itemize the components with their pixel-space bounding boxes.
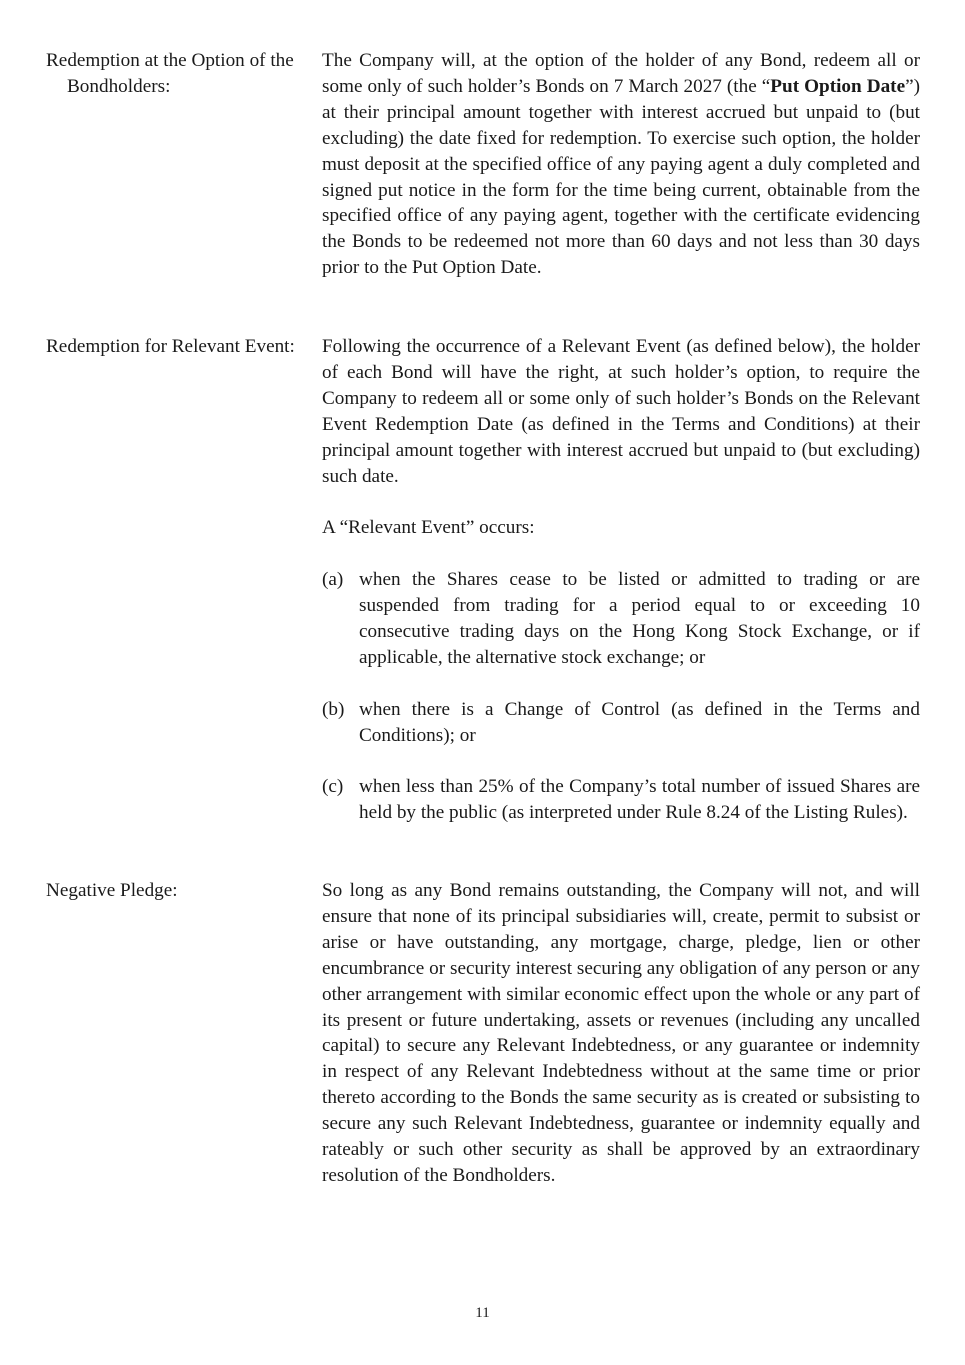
paragraph-text-after: ”) at their principal amount together with interest accrued but unpaid to (but excluding) the date fixed for redemption. To exercise such option, the holder must deposit at the specified office of any paying agent a duly completed and signed put notice in the form for the time being current, obtainable from the specified office of any paying agent, together with the certificate evidencing the Bonds to be redeemed not more than 60 days and not less than 30 days prior to the Put Option Date.	[322, 75, 920, 279]
list-item-text: when less than 25% of the Company’s total number of issued Shares are held by the public (as interpreted under Rule 8.24 of the Listing Rules).	[359, 776, 920, 824]
list-item	[322, 567, 920, 671]
page-number: 11	[475, 1305, 490, 1321]
list-item-marker: (a)	[322, 569, 344, 591]
section-paragraph	[322, 48, 920, 281]
section-content	[322, 48, 920, 281]
list-item-marker: (c)	[322, 776, 344, 798]
section-label: Negative Pledge:	[46, 880, 178, 901]
section-paragraph: Following the occurrence of a Relevant Event (as defined below), the holder of each Bond will have the right, at such holder’s option, to require the Company to redeem all or some only of such holder’s Bonds on the Relevant Event Redemption Date (as defined in the Terms and Conditions) at their principal amount together with interest accrued but unpaid to (but excluding) such date.	[322, 336, 920, 487]
section-paragraph: A “Relevant Event” occurs:	[322, 517, 535, 539]
list-item-text: when the Shares cease to be listed or admitted to trading or are suspended from trading for a period equal to or exceeding 10 consecutive trading days on the Hong Kong Stock Exchange, or if applicable, the alternative stock exchange; or	[359, 569, 920, 668]
section-content	[322, 334, 920, 826]
list-item	[322, 697, 920, 749]
defined-term-put-option-date: Put Option Date	[770, 75, 906, 97]
list-item-marker: (b)	[322, 698, 345, 720]
list-item-text: when there is a Change of Control (as defined in the Terms and Conditions); or	[359, 698, 920, 746]
section-paragraph: So long as any Bond remains outstanding, the Company will not, and will ensure that none of its principal subsidiaries will, create, permit to subsist or arise or have outstanding, any mortgage, charge, pledge, lien or other encumbrance or security interest securing any obligation of any person or any other arrangement with similar economic effect upon the whole or any part of its present or future undertaking, assets or revenues (including any uncalled capital) to secure any Relevant Indebtedness, or any guarantee or indemnity in respect of any Relevant Indebtedness without at the same time or prior thereto according to the Bonds the same security as is created or subsisting to secure any such Relevant Indebtedness, guarantee or indemnity equally and rateably or such other security as shall be approved by an extraordinary resolution of the Bondholders.	[322, 880, 920, 1186]
section-content	[322, 878, 920, 1189]
section-label: Redemption for Relevant Event:	[46, 336, 295, 357]
list-item	[322, 774, 920, 826]
section-label: Redemption at the Option of the Bondholders:	[46, 50, 294, 97]
paragraph-text-before: The Company will, at the option of the holder of any Bond, redeem all or some only of such holder’s Bonds on 7 March 2027 (the “	[322, 50, 920, 97]
